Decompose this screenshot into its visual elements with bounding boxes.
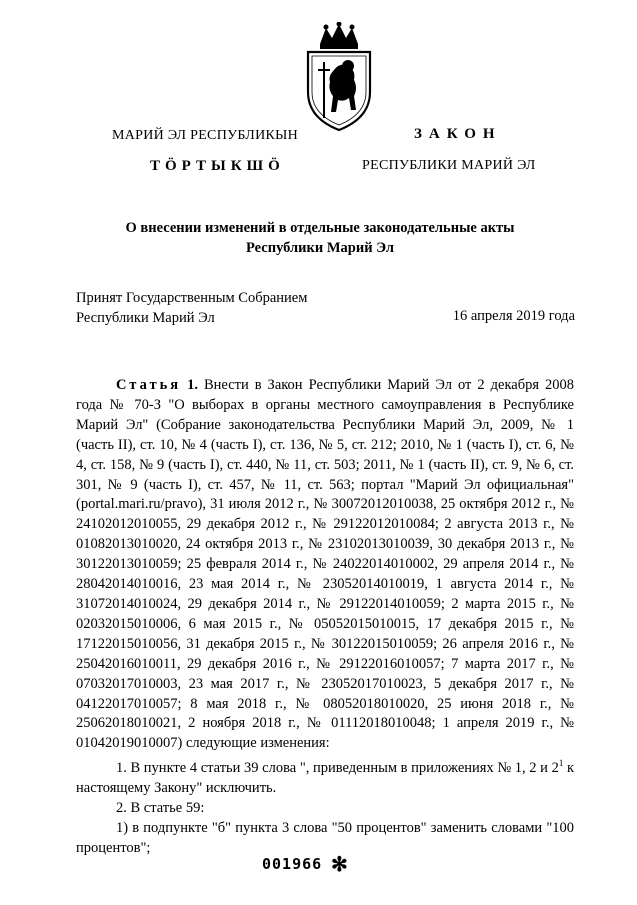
article-paragraph	[76, 376, 574, 754]
adoption-line1: Принят Государственным Собранием	[76, 290, 308, 306]
article-item-1-sup: 1	[558, 758, 564, 769]
coat-of-arms-icon	[296, 22, 382, 134]
article-item-1	[76, 754, 574, 799]
adoption-statement	[76, 288, 307, 328]
header-left-line1: МАРИЙ ЭЛ РЕСПУБЛИКЫН	[112, 128, 299, 143]
article-body	[76, 376, 574, 859]
article-number: 1.	[187, 377, 198, 393]
article-text: Внести в Закон Республики Марий Эл от 2 декабря 2008 года № 70-З "О выборах в органы местного самоуправления в Республике Марий Эл" (Собрание законодательства Республики Марий Эл, 2009, № 1 (часть II), ст. 10, № 4 (часть I), ст. 136, № 5, ст. 212; 2010, № 1 (часть I), ст. 6, № 4, ст. 158, № 9 (часть I), ст. 440, № 11, ст. 503; 2011, № 1 (часть II), ст. 9, № 6, ст. 301, № 9 (часть I), ст. 457, № 11, ст. 563; портал "Марий Эл официальная" (portal.mari.ru/pravo), 31 июля 2012 г., № 30072012010038, 25 октября 2012 г., № 24102012010055, 29 декабря 2012 г., № 29122012010084; 2 августа 2013 г., № 01082013010020, 24 октября 2013 г., № 23102013010039, 30 декабря 2013 г., № 30122013010059; 25 февраля 2014 г., № 24022014010002, 29 апреля 2014 г., № 28042014010016, 23 мая 2014 г., № 23052014010019, 1 августа 2014 г., № 31072014010024, 29 декабря 2014 г., № 29122014010059; 2 марта 2015 г., № 02032015010006, 6 мая 2015 г., № 05052015010015, 17 декабря 2015 г., № 17122015010056, 31 декабря 2015 г., № 30122015010059; 26 апреля 2016 г., № 25042016010011, 29 декабря 2016 г., № 29122016010057; 7 марта 2017 г., № 07032017010003, 23 мая 2017 г., № 23052017010023, 5 декабря 2017 г., № 04122017010057; 8 мая 2018 г., № 08052018010020, 25 июня 2018 г., № 25062018010021, 2 ноября 2018 г., № 01112018010048; 1 апреля 2019 г., № 01042019010007) следующие изменения:	[76, 377, 574, 752]
article-lead: Статья	[116, 377, 182, 393]
document-title-line1: О внесении изменений в отдельные законодательные акты	[125, 220, 515, 236]
document-title	[70, 218, 570, 258]
article-item-1-text-a: 1. В пункте 4 статьи 39 слова ", приведенным в приложениях № 1, 2 и 2	[116, 760, 559, 777]
article-item-2: 2. В статье 59:	[116, 799, 205, 816]
asterisk-mark: ✻	[331, 854, 348, 876]
article-item-2-1: 1) в подпункте "б" пункта 3 слова "50 процентов" заменить словами "100 процентов";	[76, 819, 574, 856]
header-left-line2: ТӦРТЫКШӦ	[150, 158, 285, 174]
serial-number: 001966	[262, 855, 323, 873]
header-right-line1: ЗАКОН	[414, 126, 502, 142]
adoption-date: 16 апреля 2019 года	[452, 308, 575, 324]
header-right-line2: РЕСПУБЛИКИ МАРИЙ ЭЛ	[362, 158, 536, 173]
article-item-1-text-b: к настоящему Закону" исключить.	[76, 760, 575, 796]
document-title-line2: Республики Марий Эл	[246, 240, 394, 256]
adoption-line2: Республики Марий Эл	[76, 310, 215, 326]
